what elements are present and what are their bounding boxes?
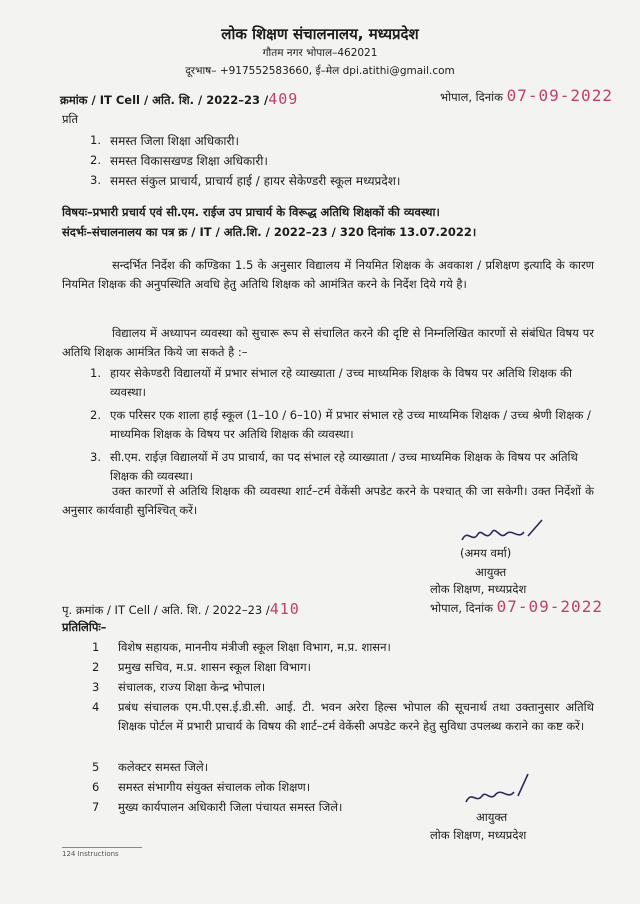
copy-item: प्रमुख सचिव, म.प्र. शासन स्कूल शिक्षा विभाग। [118,660,311,674]
subject-line: विषयः–प्रभारी प्रचार्य एवं सी.एम. राईज उप प्राचार्य के विरूद्ध अतिथि शिक्षकों की व्यवस्था। [62,205,440,219]
letter1-ref [60,90,298,109]
paragraph-1: सन्दर्भित निर्देश की कण्डिका 1.5 के अनुसार विद्यालय में नियमित शिक्षक के अवकाश / प्रशिक्षण इत्यादि के कारण नियमित शिक्षक की अनुपस्थिति अवधि हेतु अतिथि शिक्षक को आमंत्रित करने के निर्देश दिये गये है। [62,258,594,291]
signature-1 [458,514,548,548]
letter2-ref-prefix: पृ. क्रमांक / IT Cell / अति. शि. / 2022–23 / [62,603,270,617]
copy-label: प्रतिलिपिः– [62,620,107,634]
recipient-number: 2. [90,153,101,167]
point-item: सी.एम. राईज़ विद्यालयों में उप प्राचार्य, का पद संभाल रहे व्याख्याता / उच्च माध्यमिक शिक्षक के विषय पर अतिथि शिक्षक की व्यवस्था। [110,450,578,483]
copy-number: 3 [92,680,100,694]
header-contact: दूरभाष– +917552583660, ई–मेल dpi.atithi@gmail.com [185,65,455,77]
recipient-number: 1. [90,133,101,147]
recipient-number: 3. [90,173,101,187]
copy-number: 1 [92,640,100,654]
copy-number: 7 [92,800,100,814]
copy-item: मुख्य कार्यपालन अधिकारी जिला पंचायत समस्त जिले। [118,800,343,814]
signer2-title: आयुक्त [476,810,508,824]
letter2-date-line [430,598,603,617]
point-item: एक परिसर एक शाला हाई स्कूल (1–10 / 6–10) में प्रभार संभाल रहे उच्च माध्यमिक शिक्षक / उच्च श्रेणी शिक्षक / माध्यमिक शिक्षक के विषय पर अतिथि शिक्षक की व्यवस्था। [110,408,591,441]
copy-item: समस्त संभागीय संयुक्त संचालक लोक शिक्षण। [118,780,311,794]
letter1-ref-number: 409 [268,90,299,108]
signer-name: (अमय वर्मा) [460,546,512,560]
header-title: लोक शिक्षण संचालनालय, मध्यप्रदेश [221,25,419,43]
point-number: 1. [90,366,101,380]
point-number: 3. [90,450,101,464]
copy-item: कलेक्टर समस्त जिले। [118,760,209,774]
paragraph-2: विद्यालय में अध्यापन व्यवस्था को सुचारू रूप से संचालित करने की दृष्टि से निम्नलिखित कारणों से संबंधित विषय पर अतिथि शिक्षक आमंत्रित किये जा सकते है :– [62,326,594,359]
footer-rule [62,847,142,848]
copy-item: विशेष सहायक, माननीय मंत्रीजी स्कूल शिक्षा विभाग, म.प्र. शासन। [118,640,391,654]
point-number: 2. [90,408,101,422]
footer-text: 124 Instructions [62,850,119,858]
letter2-date-label: भोपाल, दिनांक [430,601,493,615]
signer2-org: लोक शिक्षण, मध्यप्रदेश [430,828,527,842]
copy-item: प्रबंध संचालक एम.पी.एस.ई.डी.सी. आई. टी. भवन अरेरा हिल्स भोपाल की सूचनार्थ तथा उक्तानुसार अतिथि शिक्षक पोर्टल में प्रभारी प्राचार्य के विषय की शार्ट–टर्म वेकेंसी अपडेट करने हेतु सुविधा उपलब्ध कराने का कष्ट करें। [118,700,594,733]
recipient-item: समस्त जिला शिक्षा अधिकारी। [110,134,240,148]
to-label: प्रति [62,112,79,126]
header-address: गौतम नगर भोपाल–462021 [262,47,378,59]
paragraph-3: उक्त कारणों से अतिथि शिक्षक की व्यवस्था शार्ट–टर्म वेकेंसी अपडेट करने के पश्चात् की जा सकेगी। उक्त निर्देशों के अनुसार कार्यवाही सुनिश्चित् करें। [62,484,594,517]
copy-number: 2 [92,660,100,674]
signer-org: लोक शिक्षण, मध्यप्रदेश [430,582,527,596]
recipient-item: समस्त विकासखण्ड शिक्षा अधिकारी। [110,154,268,168]
letter2-ref [62,600,300,619]
point-item: हायर सेकेण्डरी विद्यालयों में प्रभार संभाल रहे व्याख्याता / उच्च माध्यमिक शिक्षक के विषय पर अतिथि शिक्षक की व्यवस्था। [110,366,572,399]
letter2-date: 07-09-2022 [496,597,603,616]
copy-number: 5 [92,760,100,774]
copy-number: 4 [92,700,100,714]
reference-line: संदर्भः–संचालनालय का पत्र क्र / IT / अति.शि. / 2022–23 / 320 दिनांक 13.07.2022। [62,225,477,239]
signature-2 [462,770,542,810]
copy-number: 6 [92,780,100,794]
recipient-item: समस्त संकुल प्राचार्य, प्राचार्य हाई / हायर सेकेण्डरी स्कूल मध्यप्रदेश। [110,174,401,188]
signer-title: आयुक्त [475,565,507,579]
letter1-date: 07-09-2022 [506,86,613,105]
letter1-date-label: भोपाल, दिनांक [440,90,503,104]
letter1-date-line [440,87,613,106]
letter2-ref-number: 410 [269,600,300,618]
copy-item: संचालक, राज्य शिक्षा केन्द्र भोपाल। [118,680,266,694]
letter1-ref-prefix: क्रमांक / IT Cell / अति. शि. / 2022–23 / [60,93,269,107]
